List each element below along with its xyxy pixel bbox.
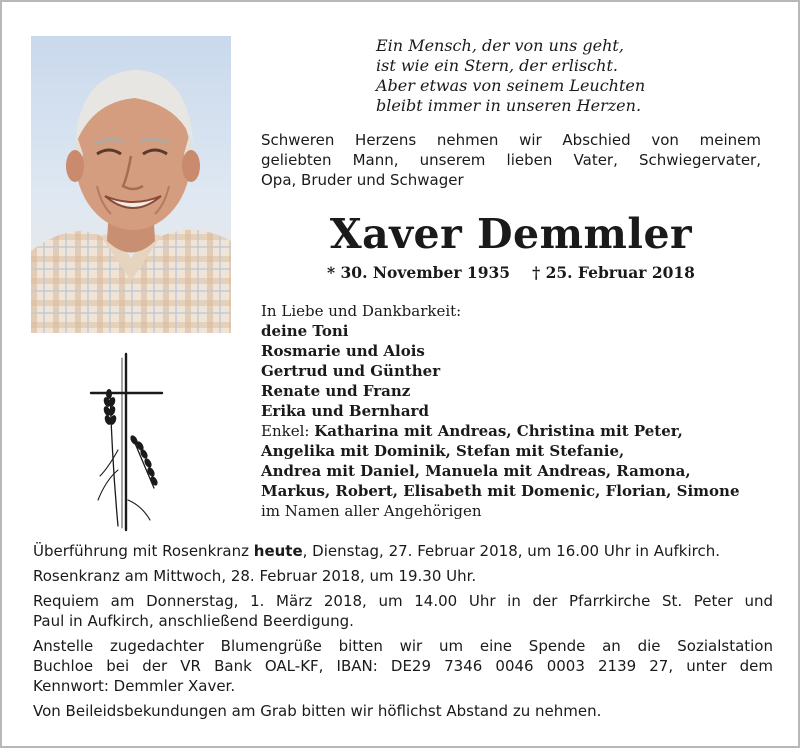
poem	[376, 36, 676, 116]
mourner: Erika und Bernhard	[261, 402, 429, 420]
transfer-notice	[33, 541, 773, 561]
requiem-notice	[33, 591, 773, 631]
deceased-name: Xaver Demmler	[329, 210, 693, 258]
mourners-list	[261, 301, 761, 521]
poem-line: bleibt immer in unseren Herzen.	[376, 96, 642, 115]
life-dates	[261, 263, 761, 283]
mourners-intro: In Liebe und Dankbarkeit:	[261, 302, 462, 320]
intro-line: Opa, Bruder und Schwager	[261, 171, 464, 189]
mourners-closing: im Namen aller Angehörigen	[261, 502, 482, 520]
grandchildren-label: Enkel:	[261, 422, 310, 440]
portrait-photo	[31, 36, 231, 333]
poem-line: Aber etwas von seinem Leuchten	[376, 76, 646, 95]
poem-line: Ein Mensch, der von uns geht,	[376, 36, 624, 55]
death-date: † 25. Februar 2018	[532, 263, 695, 282]
mourner: Gertrud und Günther	[261, 362, 441, 380]
cross-with-wheat-icon	[88, 350, 168, 535]
donation-line: Anstelle zugedachter Blumengrüße bitten wir um eine Spende an die Sozialstation	[33, 637, 773, 655]
transfer-details: , Dienstag, 27. Februar 2018, um 16.00 Uhr in Aufkirch.	[302, 542, 720, 560]
birth-date: * 30. November 1935	[327, 263, 511, 282]
grandchildren: Markus, Robert, Elisabeth mit Domenic, Florian, Simone	[261, 482, 740, 500]
donation-notice	[33, 636, 773, 696]
grandchildren: Andrea mit Daniel, Manuela mit Andreas, Ramona,	[261, 462, 691, 480]
portrait-illustration	[31, 36, 231, 333]
requiem-line: Requiem am Donnerstag, 1. März 2018, um 14.00 Uhr in der Pfarrkirche St. Peter und	[33, 592, 773, 610]
transfer-text: Überführung mit Rosenkranz	[33, 542, 254, 560]
mourner: Rosmarie und Alois	[261, 342, 425, 360]
farewell-intro	[261, 130, 761, 190]
donation-line: Buchloe bei der VR Bank OAL-KF, IBAN: DE29 7346 0046 0003 2139 27, unter dem	[33, 657, 773, 675]
condolence-notice: Von Beileidsbekundungen am Grab bitten wir höflichst Abstand zu nehmen.	[33, 702, 602, 720]
mourner: Renate und Franz	[261, 382, 411, 400]
intro-line: geliebten Mann, unserem lieben Vater, Schwiegervater,	[261, 151, 761, 169]
transfer-today: heute	[253, 542, 303, 560]
rosary-notice: Rosenkranz am Mittwoch, 28. Februar 2018, um 19.30 Uhr.	[33, 567, 477, 585]
mourner: deine Toni	[261, 322, 349, 340]
intro-line: Schweren Herzens nehmen wir Abschied von meinem	[261, 131, 761, 149]
grandchildren: Katharina mit Andreas, Christina mit Peter,	[314, 422, 683, 440]
grandchildren: Angelika mit Dominik, Stefan mit Stefanie,	[261, 442, 625, 460]
poem-line: ist wie ein Stern, der erlischt.	[376, 56, 618, 75]
grandchildren-line	[261, 421, 761, 441]
donation-line: Kennwort: Demmler Xaver.	[33, 677, 236, 695]
service-information	[33, 541, 773, 726]
requiem-line: Paul in Aufkirch, anschließend Beerdigung.	[33, 612, 354, 630]
